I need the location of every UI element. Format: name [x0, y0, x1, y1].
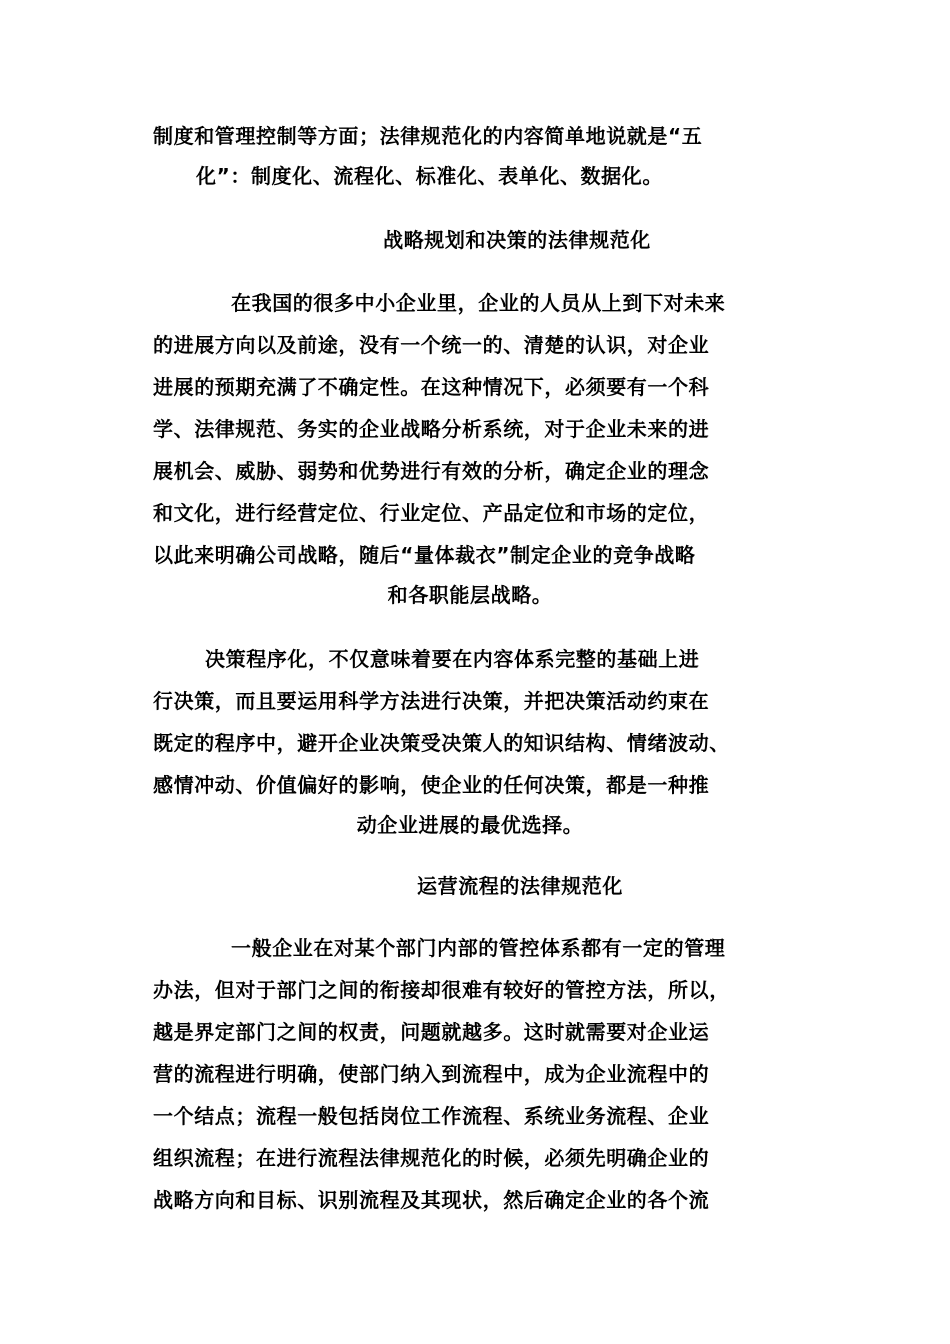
intro-line-1: 制度和管理控制等方面；法律规范化的内容简单地说就是“五 [153, 124, 703, 148]
paragraph-line: 一个结点；流程一般包括岗位工作流程、系统业务流程、企业 [153, 1104, 710, 1128]
paragraph-line: 动企业进展的最优选择。 [356, 813, 584, 837]
paragraph-line: 越是界定部门之间的权责，问题就越多。这时就需要对企业运 [153, 1020, 710, 1044]
paragraph-line: 以此来明确公司战略，随后“量体裁衣”制定企业的竞争战略 [153, 543, 696, 567]
paragraph-line: 展机会、威胁、弱势和优势进行有效的分析，确定企业的理念 [153, 459, 710, 483]
paragraph-line: 办法，但对于部门之间的衔接却很难有较好的管控方法，所以， [153, 978, 730, 1002]
paragraph-line: 学、法律规范、务实的企业战略分析系统，对于企业未来的进 [153, 417, 710, 441]
intro-line-2: 化”：制度化、流程化、标准化、表单化、数据化。 [196, 164, 663, 188]
section-heading-strategy: 战略规划和决策的法律规范化 [383, 228, 651, 252]
paragraph-line: 的进展方向以及前途，没有一个统一的、清楚的认识，对企业 [153, 333, 710, 357]
paragraph-line: 战略方向和目标、识别流程及其现状，然后确定企业的各个流 [153, 1188, 710, 1212]
paragraph-line: 一般企业在对某个部门内部的管控体系都有一定的管理 [231, 936, 726, 960]
paragraph-line: 行决策，而且要运用科学方法进行决策，并把决策活动约束在 [153, 689, 710, 713]
paragraph-line: 和文化，进行经营定位、行业定位、产品定位和市场的定位， [153, 501, 710, 525]
paragraph-line: 既定的程序中，避开企业决策受决策人的知识结构、情绪波动、 [153, 731, 730, 755]
paragraph-line: 组织流程；在进行流程法律规范化的时候，必须先明确企业的 [153, 1146, 710, 1170]
paragraph-line: 营的流程进行明确，使部门纳入到流程中，成为企业流程中的 [153, 1062, 710, 1086]
paragraph-line: 和各职能层战略。 [387, 583, 553, 607]
paragraph-line: 感情冲动、价值偏好的影响，使企业的任何决策，都是一种推 [153, 773, 710, 797]
paragraph-line: 进展的预期充满了不确定性。在这种情况下，必须要有一个科 [153, 375, 710, 399]
paragraph-line: 在我国的很多中小企业里，企业的人员从上到下对未来 [231, 291, 726, 315]
section-heading-operations: 运营流程的法律规范化 [417, 874, 623, 898]
paragraph-line: 决策程序化，不仅意味着要在内容体系完整的基础上进 [205, 647, 700, 671]
